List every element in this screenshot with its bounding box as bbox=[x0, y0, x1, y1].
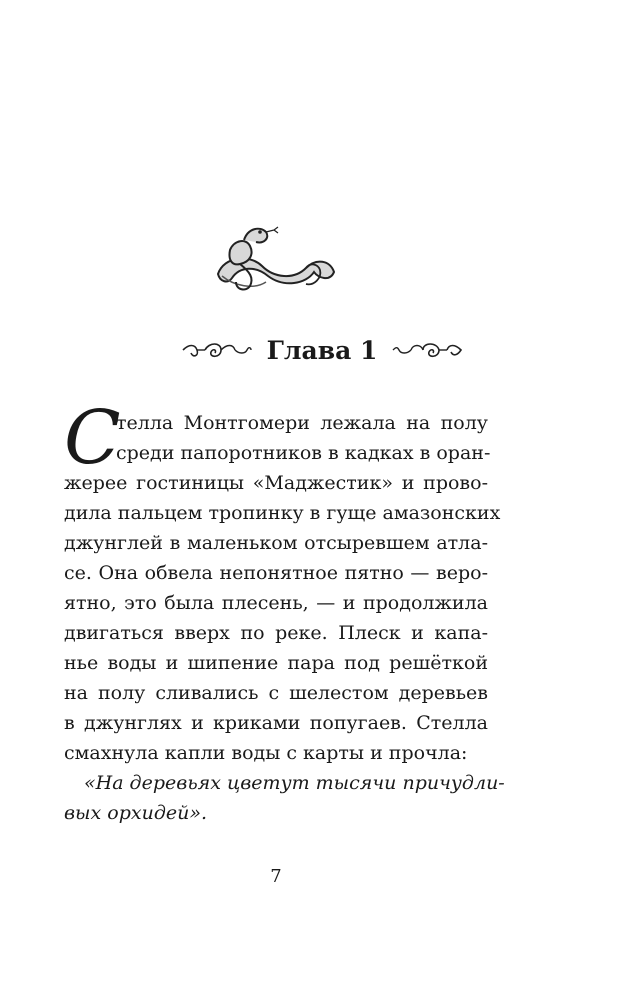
scroll-ornament-icon bbox=[391, 338, 463, 362]
body-text bbox=[64, 395, 505, 828]
quote-line: вых орхидей». bbox=[64, 802, 208, 824]
page-number: 7 bbox=[270, 866, 282, 887]
chapter-title: Глава 1 bbox=[266, 335, 378, 365]
text-line: се. Она обвела непонятное пятно — веро- bbox=[64, 562, 488, 584]
text-line: жерее гостиницы «Маджестик» и прово- bbox=[64, 472, 488, 494]
text-line: ятно, это была плесень, — и продолжила bbox=[64, 592, 488, 614]
text-line: джунглей в маленьком отсыревшем атла- bbox=[64, 532, 488, 554]
text-line: в джунглях и криками попугаев. Стелла bbox=[64, 712, 488, 734]
text-line: двигаться вверх по реке. Плеск и капа- bbox=[64, 622, 488, 644]
chapter-heading bbox=[130, 330, 514, 370]
text-line: смахнула капли воды с карты и прочла: bbox=[64, 742, 468, 764]
text-line: на полу сливались с шелестом деревьев bbox=[64, 682, 488, 704]
scroll-ornament-icon bbox=[181, 338, 253, 362]
drop-cap: С bbox=[64, 395, 121, 481]
text-line: среди папоротников в кадках в оран- bbox=[116, 442, 491, 464]
snake-icon bbox=[210, 216, 340, 296]
text-line: нье воды и шипение пара под решёткой bbox=[64, 652, 488, 674]
text-line: дила пальцем тропинку в гуще амазонских bbox=[64, 502, 501, 524]
text-line: телла Монтгомери лежала на полу bbox=[116, 412, 488, 434]
quote-line: «На деревьях цветут тысячи причудли- bbox=[84, 772, 505, 794]
